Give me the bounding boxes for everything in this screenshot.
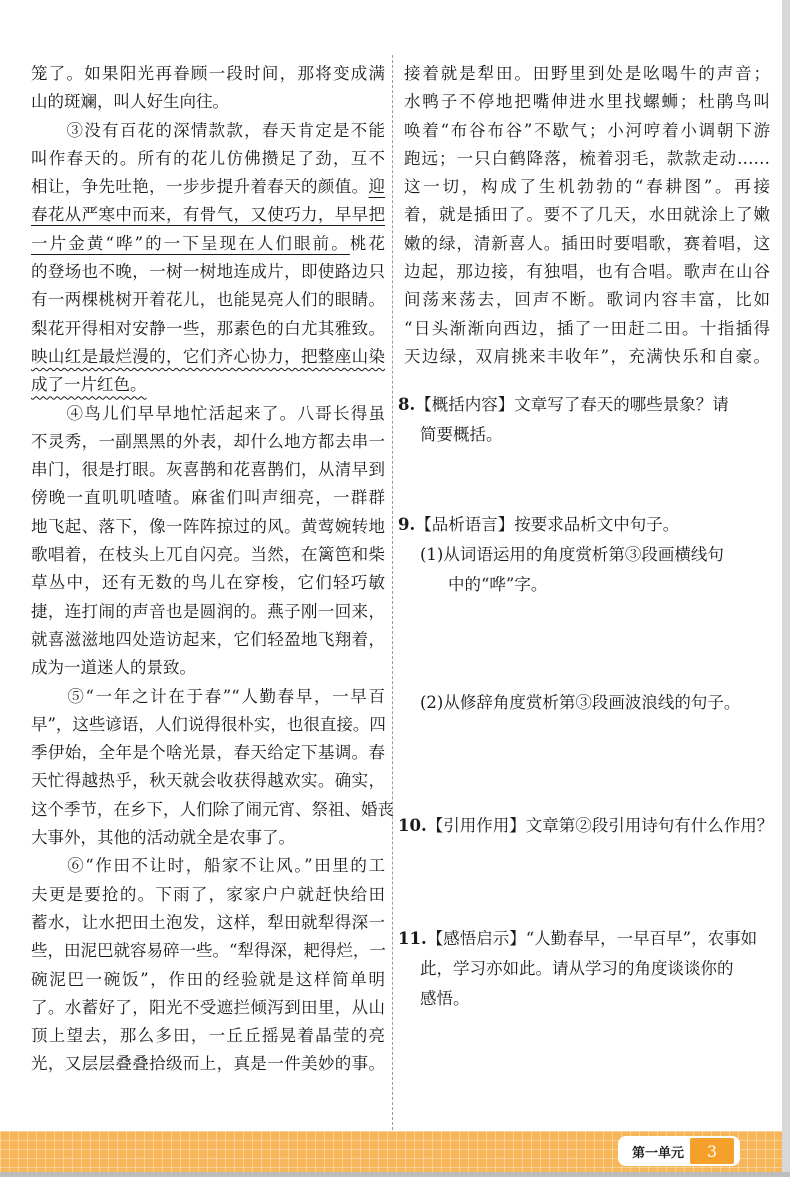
text-line: [31, 258, 385, 286]
question-text: 文章第②段引用诗句有什么作用？: [525, 816, 774, 835]
text-segment: ⑤“一年之计在于春”“人勤春早，一早百: [31, 686, 385, 706]
text-segment: 傍晚一直叽叽喳喳。麻雀们叫声细亮，一群群: [31, 488, 385, 508]
text-segment: 山的斑斓，叫人好生向往。: [31, 92, 229, 112]
sub-question-1-cont: 中的“哗”字。: [448, 575, 548, 594]
text-line: [31, 626, 385, 654]
text-line: [31, 683, 385, 711]
text-segment: 间荡来荡去，回声不断。歌词内容丰富，比如: [404, 290, 770, 310]
question-8: [398, 390, 729, 450]
text-line: [31, 909, 385, 937]
text-line: [31, 400, 385, 428]
sub-question-2: (2)从修辞角度赏析第③段画波浪线的句子。: [420, 693, 741, 712]
text-line: [31, 60, 385, 88]
text-line: [31, 286, 385, 314]
text-line: [31, 173, 385, 201]
text-segment: 串门，很是打眼。灰喜鹊和花喜鹊们，从清早到: [31, 460, 385, 480]
text-line: [31, 598, 385, 626]
text-line: [31, 937, 385, 965]
text-line: [31, 1050, 385, 1078]
unit-label: 第一单元: [632, 1145, 685, 1161]
text-line: [404, 88, 770, 116]
question-text: 简要概括。: [420, 425, 503, 444]
text-segment: 相让，争先吐艳，一步步提升着春天的颜值。: [31, 177, 369, 197]
text-segment: 些，田泥巴就容易碎一些。“犁得深，耙得烂，一: [31, 941, 386, 961]
question-tag: 【引用作用】: [426, 816, 526, 835]
text-segment: 跑远；一只白鹤降落，梳着羽毛，款款走动……: [404, 148, 770, 168]
question-number: 11.: [398, 929, 427, 948]
text-line: [31, 966, 385, 994]
text-segment: 有一两棵桃树开着花儿，也能晃亮人们的眼睛。: [31, 290, 385, 310]
passage-right-column: [404, 60, 770, 371]
text-segment: 光，又层层叠叠拾级而上，真是一件美妙的事。: [31, 1054, 385, 1074]
question-tag: 【品析语言】: [415, 515, 515, 534]
unit-tab: [618, 1136, 740, 1166]
text-line: [31, 569, 385, 597]
text-segment: 捷，连打闹的声音也是圆润的。燕子刚一回来，: [31, 601, 385, 621]
text-line: [404, 343, 770, 371]
text-segment: 水鸭子不停地把嘴伸进水里找螺蛳；杜鹃鸟叫: [404, 92, 770, 112]
text-segment: 草丛中，还有无数的鸟儿在穿梭，它们轻巧敏: [31, 573, 385, 593]
text-line: [31, 796, 394, 824]
text-segment: 笼了。如果阳光再眷顾一段时间，那将变成满: [31, 64, 385, 83]
text-line: [404, 230, 770, 258]
text-segment: 接着就是犁田。田野里到处是吆喝牛的声音；: [404, 64, 770, 83]
question-number: 8.: [398, 395, 416, 414]
passage-left-column: [31, 60, 394, 1079]
text-segment: 了。水蓄好了，阳光不受遮拦倾泻到田里，从山: [31, 997, 385, 1017]
straight-underlined-text: 一片金黄“哗”的一下呈现在人们眼前。: [31, 233, 350, 253]
text-line: [31, 484, 385, 512]
text-segment: 顶上望去，那么多田，一丘丘摇晃着晶莹的亮: [31, 1026, 385, 1046]
text-segment: ⑥“作田不让时，船家不让风。”田里的工: [31, 856, 385, 876]
text-segment: ④鸟儿们早早地忙活起来了。八哥长得虽: [31, 403, 385, 423]
text-line: [31, 994, 385, 1022]
text-line: [31, 201, 385, 229]
text-line: [404, 173, 770, 201]
text-segment: 夫更是要抢的。下雨了，家家户户就赶快给田: [31, 884, 385, 904]
text-line: [31, 739, 385, 767]
wavy-underlined-text: 成了一片红色。: [31, 375, 147, 395]
text-line: [31, 513, 385, 541]
text-line: [404, 60, 770, 88]
text-segment: 着，就是插田了。要不了几天，水田就涂上了嫩: [404, 205, 770, 225]
text-segment: 嫩的绿，清新喜人。插田时要唱歌，赛着唱，这: [404, 233, 770, 253]
text-line: [31, 654, 385, 682]
text-segment: 天忙得越热乎，秋天就会收获得越欢实。确实，: [31, 771, 385, 791]
text-line: [404, 201, 770, 229]
text-line: [31, 230, 385, 258]
text-line: [31, 456, 385, 484]
text-segment: 不灵秀，一副黑黑的外表，却什么地方都去串一: [31, 431, 385, 451]
text-segment: 地飞起、落下，像一阵阵掠过的风。黄莺婉转地: [31, 516, 385, 536]
question-text: 感悟。: [420, 989, 470, 1008]
question-10: [398, 811, 773, 841]
text-line: [31, 145, 385, 173]
text-line: [31, 117, 385, 145]
question-9-sub-2: [398, 688, 740, 718]
text-line: [404, 258, 770, 286]
question-9: [398, 510, 724, 600]
text-segment: 边起，那边接，有独唱，也有合唱。歌声在山谷: [404, 262, 770, 282]
text-segment: 这个季节，在乡下，人们除了闹元宵、祭祖、婚丧: [31, 799, 394, 819]
question-text: 此，学习亦如此。请从学习的角度谈谈你的: [420, 959, 734, 978]
text-line: [31, 541, 385, 569]
text-line: [31, 343, 385, 371]
text-segment: 碗泥巴一碗饭”，作田的经验就是这样简单明: [31, 969, 385, 989]
text-segment: 蓄水，让水把田土泡发，这样，犁田就犁得深一: [31, 912, 385, 932]
text-segment: 的登场也不晚，一树一树地连成片，即使路边只: [31, 262, 385, 282]
text-segment: ③没有百花的深情款款，春天肯定是不能: [31, 120, 385, 140]
text-line: [31, 881, 385, 909]
straight-underlined-text: 春花从严寒中而来，有骨气，又使巧力，早早把: [31, 205, 385, 225]
question-number: 10.: [398, 816, 427, 835]
text-segment: 成为一道迷人的景致。: [31, 658, 196, 678]
text-segment: 大事外，其他的活动就全是农事了。: [31, 828, 295, 848]
text-line: [31, 852, 385, 880]
text-line: [31, 711, 385, 739]
text-segment: 唤着“布谷布谷”不歇气；小河哼着小调朝下游: [404, 120, 770, 140]
text-segment: 季伊始，全年是个啥光景，春天给定下基调。春: [31, 743, 385, 763]
question-11: [398, 924, 757, 1014]
text-line: [31, 1022, 385, 1050]
column-divider: [392, 55, 393, 1135]
text-segment: 梨花开得相对安静一些，那素色的白尤其雅致。: [31, 318, 385, 338]
text-segment: “日头渐渐向西边，插了一田赶二田。十指插得: [404, 318, 770, 338]
text-segment: 就喜滋滋地四处造访起来，它们轻盈地飞翔着，: [31, 629, 385, 649]
text-line: [404, 286, 770, 314]
text-line: [31, 428, 385, 456]
text-line: [31, 371, 385, 399]
text-segment: 早”，这些谚语，人们说得很朴实，也很直接。四: [31, 714, 386, 734]
sub-question-1: (1)从词语运用的角度赏析第③段画横线句: [420, 545, 724, 564]
text-segment: 这一切，构成了生机勃勃的“春耕图”。再接: [404, 177, 770, 197]
text-line: [404, 145, 770, 173]
page-number: 3: [690, 1138, 734, 1164]
text-line: [31, 315, 385, 343]
text-segment: 歌唱着，在枝头上兀自闪亮。当然，在篱笆和柴: [31, 545, 385, 565]
straight-underlined-text: 迎: [368, 177, 385, 197]
text-line: [31, 88, 385, 116]
question-tag: 【概括内容】: [415, 395, 515, 414]
question-tag: 【感悟启示】: [426, 929, 526, 948]
page-edge: [782, 0, 790, 1177]
wavy-underlined-text: 映山红是最烂漫的，它们齐心协力，把整座山染: [31, 346, 385, 366]
text-line: [404, 117, 770, 145]
question-text: “人勤春早，一早百早”，农事如: [525, 929, 758, 948]
question-text: 按要求品析文中句子。: [514, 515, 680, 534]
question-text: 文章写了春天的哪些景象？请: [514, 395, 729, 414]
text-line: [31, 824, 385, 852]
text-segment: 叫作春天的。所有的花儿仿佛攒足了劲，互不: [31, 148, 385, 168]
text-segment: 桃花: [349, 233, 386, 253]
text-segment: 天边绿，双肩挑来丰收年”，充满快乐和自豪。: [404, 346, 770, 366]
text-line: [31, 767, 385, 795]
question-number: 9.: [398, 515, 416, 534]
text-line: [404, 315, 770, 343]
page-bottom-edge: [0, 1172, 790, 1177]
